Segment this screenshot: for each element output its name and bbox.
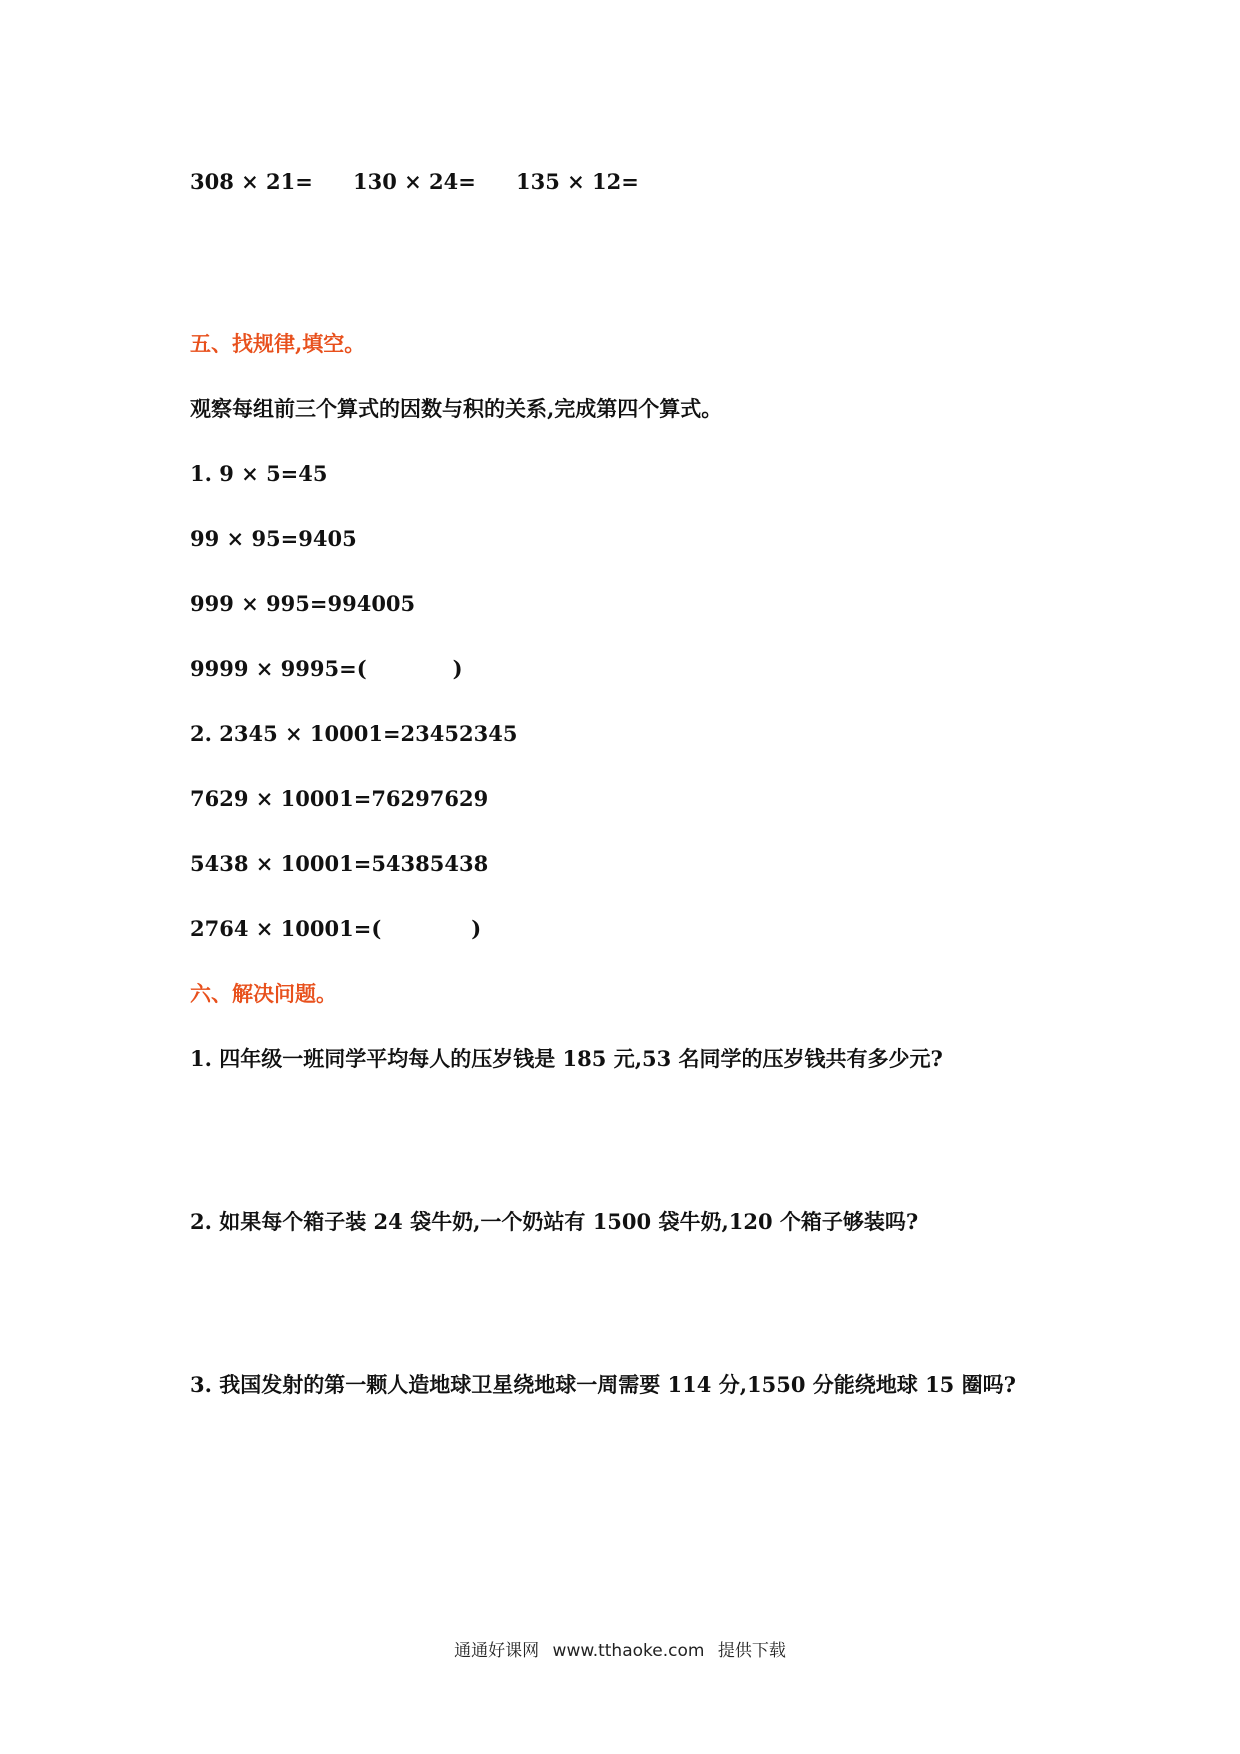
pattern2-line4 <box>190 915 481 943</box>
pattern2-line4-prefix: 2764 × 10001=( <box>190 916 382 941</box>
page-footer <box>0 1636 1240 1661</box>
problem-1: 1. 四年级一班同学平均每人的压岁钱是 185 元,53 名同学的压岁钱共有多少元? <box>190 1046 943 1071</box>
pattern2-line2: 7629 × 10001=76297629 <box>190 786 489 811</box>
pattern2-line3: 5438 × 10001=54385438 <box>190 851 489 876</box>
footer-site-name: 通通好课网 <box>454 1641 540 1661</box>
calculation-row <box>190 168 790 196</box>
pattern2-line4-suffix: ) <box>471 916 482 941</box>
calc-item-2: 130 × 24= <box>353 169 476 194</box>
section-six-heading: 六、解决问题。 <box>190 981 337 1006</box>
pattern1-line1: 1. 9 × 5=45 <box>190 461 328 486</box>
footer-url[interactable]: www.tthaoke.com <box>552 1641 705 1661</box>
pattern1-line4-prefix: 9999 × 9995=( <box>190 656 367 681</box>
section-five-instruction: 观察每组前三个算式的因数与积的关系,完成第四个算式。 <box>190 396 723 421</box>
calc-item-3: 135 × 12= <box>516 169 639 194</box>
footer-suffix: 提供下载 <box>717 1641 786 1661</box>
pattern1-line2: 99 × 95=9405 <box>190 526 357 551</box>
pattern1-line4-suffix: ) <box>452 656 463 681</box>
problem-2: 2. 如果每个箱子装 24 袋牛奶,一个奶站有 1500 袋牛奶,120 个箱子够装吗? <box>190 1209 919 1234</box>
section-five-heading: 五、找规律,填空。 <box>190 331 366 356</box>
calc-item-1: 308 × 21= <box>190 169 313 194</box>
problem-3: 3. 我国发射的第一颗人造地球卫星绕地球一周需要 114 分,1550 分能绕地球 15 圈吗? <box>190 1372 1016 1397</box>
pattern1-line3: 999 × 995=994005 <box>190 591 416 616</box>
pattern2-line1: 2. 2345 × 10001=23452345 <box>190 721 518 746</box>
pattern1-line4 <box>190 655 463 683</box>
